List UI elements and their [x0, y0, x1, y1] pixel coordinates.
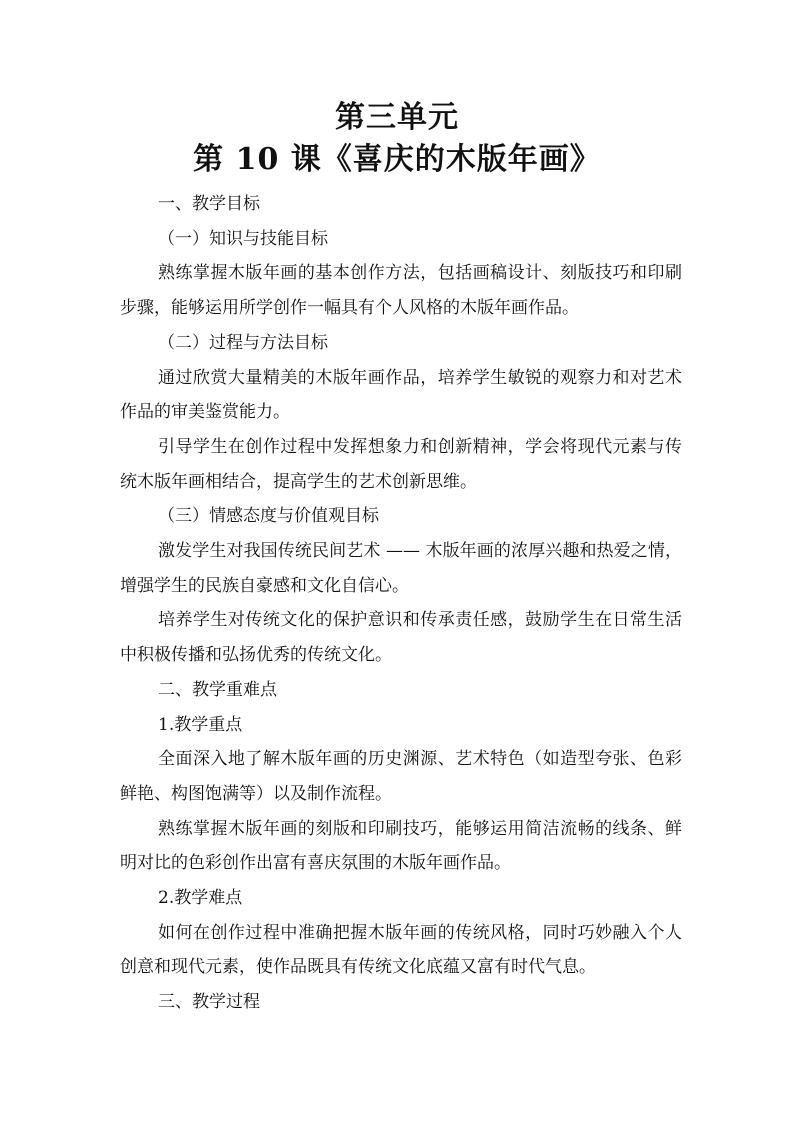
unit-title: 第三单元 [335, 100, 459, 135]
subheading-difficult-points: 2.教学难点 [158, 888, 243, 909]
paragraph: 熟练掌握木版年画的基本创作方法，包括画稿设计、刻版技巧和印刷步骤，能够运用所学创作一幅具有个人风格的木版年画作品。 [120, 263, 682, 319]
subheading-knowledge-skills: （一）知识与技能目标 [158, 228, 328, 249]
subheading-emotion-values: （三）情感态度与价值观目标 [158, 506, 379, 527]
subheading-key-points: 1.教学重点 [158, 714, 243, 735]
paragraph: 熟练掌握木版年画的刻版和印刷技巧，能够运用简洁流畅的线条、鲜明对比的色彩创作出富有喜庆氛围的木版年画作品。 [120, 818, 682, 874]
section-heading-key-difficult: 二、教学重难点 [158, 679, 277, 700]
section-heading-objectives: 一、教学目标 [158, 194, 260, 214]
paragraph: 通过欣赏大量精美的木版年画作品，培养学生敏锐的观察力和对艺术作品的审美鉴赏能力。 [120, 367, 682, 423]
paragraph: 激发学生对我国传统民间艺术 —— 木版年画的浓厚兴趣和热爱之情，增强学生的民族自豪感和文化自信心。 [120, 541, 682, 596]
paragraph: 引导学生在创作过程中发挥想象力和创新精神，学会将现代元素与传统木版年画相结合，提高学生的艺术创新思维。 [120, 436, 682, 492]
paragraph: 全面深入地了解木版年画的历史渊源、艺术特色（如造型夸张、色彩鲜艳、构图饱满等）以及制作流程。 [120, 749, 682, 804]
paragraph: 培养学生对传统文化的保护意识和传承责任感，鼓励学生在日常生活中积极传播和弘扬优秀的传统文化。 [120, 610, 682, 666]
section-heading-process: 三、教学过程 [158, 992, 260, 1013]
subheading-process-method: （二）过程与方法目标 [158, 332, 328, 353]
lesson-title: 第 10 课《喜庆的木版年画》 [193, 142, 601, 177]
paragraph: 如何在创作过程中准确把握木版年画的传统风格，同时巧妙融入个人创意和现代元素，使作品既具有传统文化底蕴又富有时代气息。 [120, 922, 682, 978]
document-body [120, 187, 682, 1020]
